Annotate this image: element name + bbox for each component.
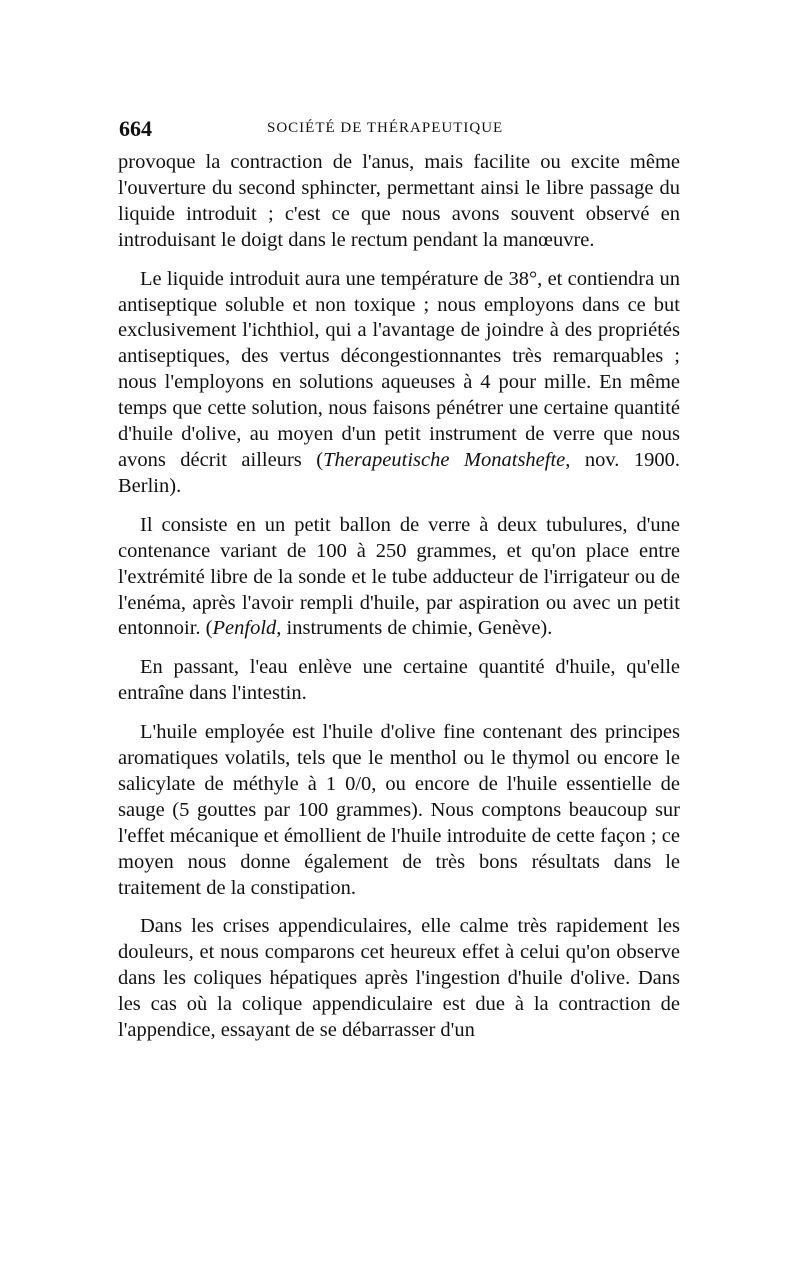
paragraph-1: provoque la contraction de l'anus, mais facilite ou excite même l'ouverture du second sphincter, permettant ainsi le libre passage du liquide introduit ; c'est ce que nous avons souvent observé en introduisant le doigt dans le rectum pendant la manœuvre. — [118, 151, 680, 251]
paragraph-3-text-a: Il consiste en un petit ballon de verre à deux tubulures, d'une contenance variant de 100 à 250 grammes, et qu'on place entre l'extrémité libre de la sonde et le tube adducteur de l'irrigateur ou de l'enéma, après l'avoir rempli d'huile, par aspiration ou avec un petit entonnoir. ( — [118, 513, 680, 640]
page-header — [119, 116, 679, 146]
paragraph-6: Dans les crises appendiculaires, elle calme très rapidement les douleurs, et nous comparons cet heureux effet à celui qu'on observe dans les coliques hépatiques après l'ingestion d'huile d'olive. Dans les cas où la colique appendiculaire est due à la contraction de l'appendice, essayant de se débarrasser d'un — [118, 915, 680, 1042]
running-head: SOCIÉTÉ DE THÉRAPEUTIQUE — [267, 120, 504, 136]
paragraph-3 — [118, 513, 680, 643]
journal-title: Therapeutische Monatshefte — [323, 448, 566, 471]
paragraph-2 — [118, 267, 680, 500]
page-number: 664 — [119, 116, 152, 141]
body-text — [118, 150, 680, 1057]
paragraph-4: En passant, l'eau enlève une certaine quantité d'huile, qu'elle entraîne dans l'intestin. — [118, 656, 680, 705]
maker-name: Penfold — [212, 617, 277, 640]
paragraph-3-text-b: , instruments de chimie, Genève). — [276, 617, 553, 640]
paragraph-2-text-b: , nov. 1900. Berlin). — [118, 448, 680, 497]
paragraph-5: L'huile employée est l'huile d'olive fine contenant des principes aromatiques volatils, tels que le menthol ou le thymol ou encore le salicylate de méthyle à 1 0/0, ou encore de l'huile essentielle de sauge (5 gouttes par 100 grammes). Nous comptons beaucoup sur l'effet mécanique et émollient de l'huile introduite de cette façon ; ce moyen nous donne également de très bons résultats dans le traitement de la constipation. — [118, 721, 680, 899]
paragraph-2-text-a: Le liquide introduit aura une température de 38°, et contiendra un antiseptique soluble et non toxique ; nous employons dans ce but exclusivement l'ichthiol, qui a l'avantage de joindre à des propriétés antiseptiques, des vertus décongestionnantes très remarquables ; nous l'employons en solutions aqueuses à 4 pour mille. En même temps que cette solution, nous faisons pénétrer une certaine quantité d'huile d'olive, au moyen d'un petit instrument de verre que nous avons décrit ailleurs ( — [118, 267, 680, 471]
